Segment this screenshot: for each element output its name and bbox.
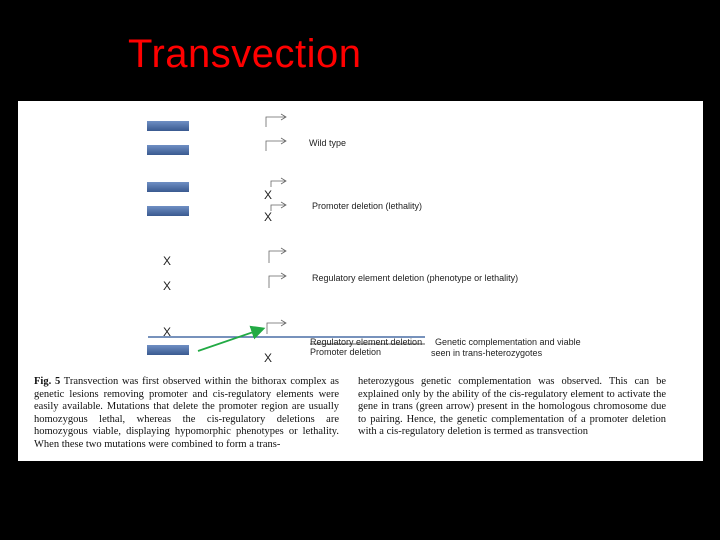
complementation-note-line1: Genetic complementation and viable <box>435 337 581 347</box>
gene-block <box>147 206 189 216</box>
caption-left-column <box>34 376 339 452</box>
deletion-x-mark: X <box>264 188 273 202</box>
caption-right-column: heterozygous genetic complementation was observed. This can be explained only by the ability of the cis-regulatory element to activate the gene in trans (green arrow) present in the homologous chromosome due to pairing. Hence, the genetic complementation of a promoter deletion with a cis-regulatory deletion is termed as transvection <box>358 376 666 438</box>
gene-block <box>147 121 189 131</box>
row-label-regulatory-element-deletion: Regulatory element deletion <box>310 337 423 347</box>
slide-title: Transvection <box>128 32 362 76</box>
promoter-arrow <box>266 138 286 151</box>
promoter-arrow <box>271 202 286 211</box>
figure-number: Fig. 5 <box>34 376 61 387</box>
promoter-arrow <box>271 178 286 187</box>
gene-block <box>147 145 189 155</box>
row-label-promoter-deletion: Promoter deletion (lethality) <box>312 201 423 211</box>
promoter-arrow <box>267 320 286 334</box>
deletion-x-mark: X <box>163 254 172 268</box>
deletion-x-mark: X <box>264 210 273 224</box>
deletion-x-mark: X <box>163 279 172 293</box>
complementation-note-line2: seen in trans-heterozygotes <box>431 348 543 358</box>
promoter-arrow <box>266 114 286 127</box>
promoter-arrow <box>269 273 286 288</box>
promoter-arrow <box>269 248 286 263</box>
figure-panel <box>18 101 703 461</box>
deletion-x-mark: X <box>163 325 172 339</box>
caption-left-text: Transvection was first observed within the bithorax complex as genetic lesions removing promoter and cis-regulatory elements were easily available. Mutations that delete the promoter region are usually homozygous lethal, whereas the cis-regulatory deletions are homozygous viable, displaying hypomorphic phenotypes or lethality. When these two mutations were combined to form a trans- <box>34 376 339 450</box>
row-label-wild-type: Wild type <box>309 138 347 148</box>
gene-block <box>147 345 189 355</box>
gene-block <box>147 182 189 192</box>
deletion-x-mark: X <box>264 351 273 365</box>
row-label-regulatory-deletion: Regulatory element deletion (phenotype or lethality) <box>312 273 519 283</box>
trans-activation-arrow <box>198 329 262 351</box>
row-label-promoter-deletion-2: Promoter deletion <box>310 347 382 357</box>
